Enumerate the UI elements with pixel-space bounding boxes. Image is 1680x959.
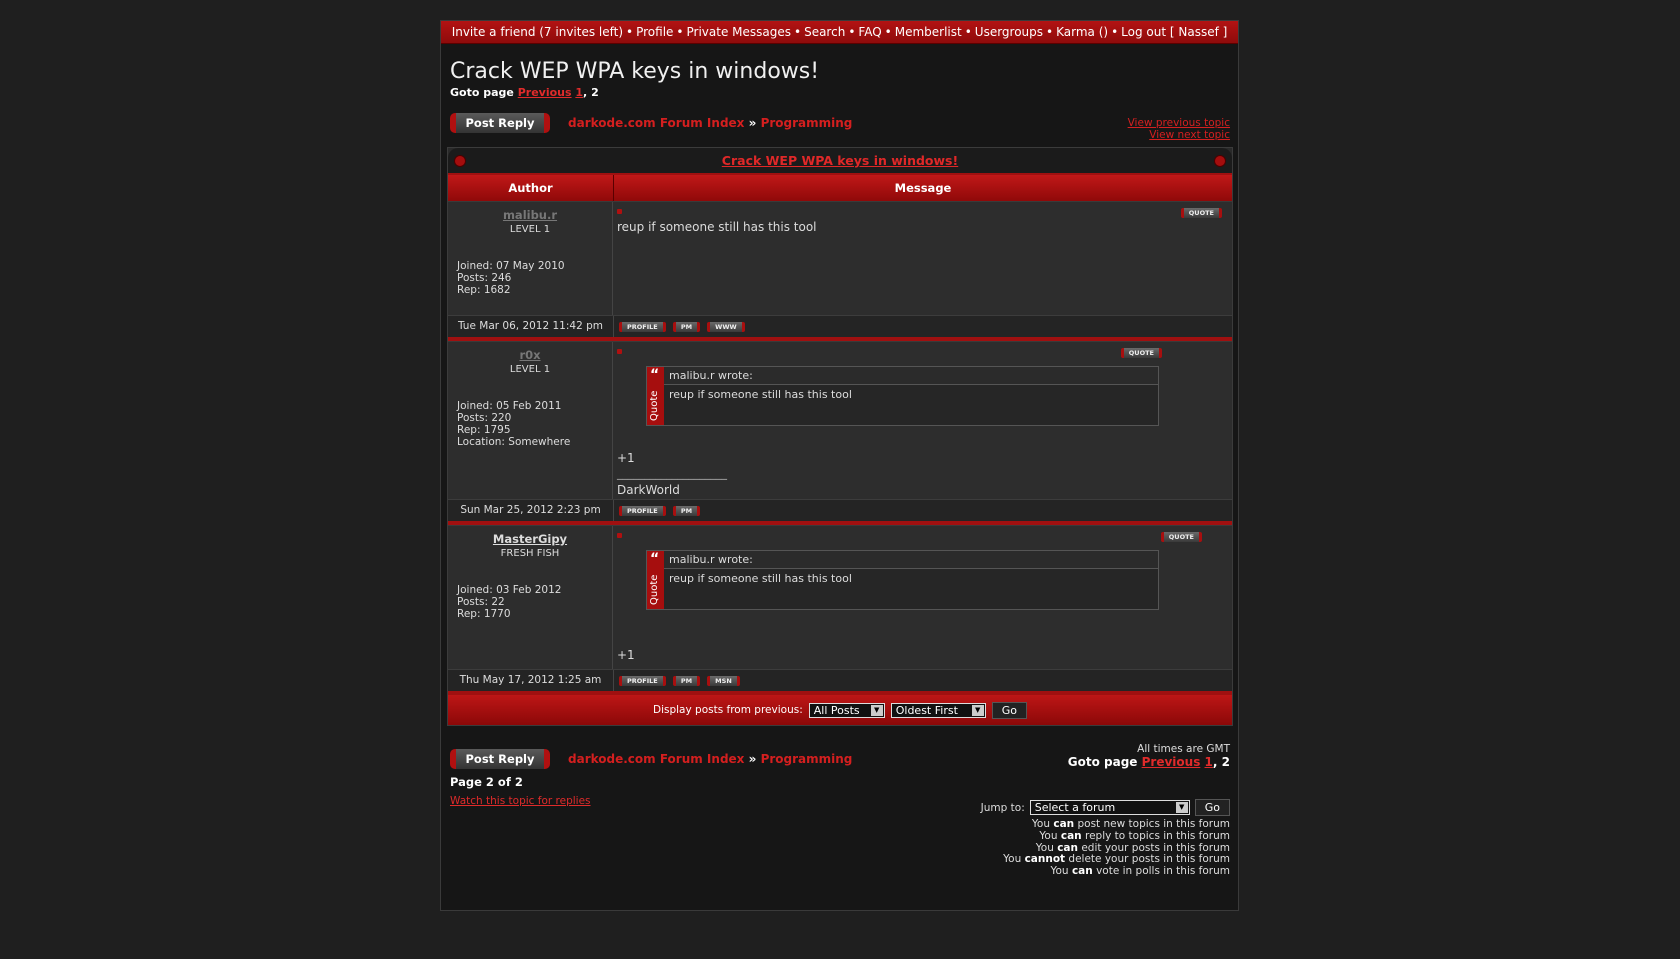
top-nav-bar: Invite a friend (7 invites left) • Profile • Private Messages • Search • FAQ • Memberlist • Usergroups • Karma () • Log out [ Nassef ] <box>441 21 1238 44</box>
author-info <box>457 584 561 620</box>
post-message-cell <box>613 526 1232 669</box>
quote-label: Quote <box>649 390 660 421</box>
profile-button[interactable]: PROFILE <box>619 506 666 516</box>
goto-current-page: 2 <box>1221 755 1230 769</box>
jump-to-value: Select a forum <box>1034 801 1116 814</box>
goto-page-bottom <box>1068 755 1230 769</box>
posts-filter-select[interactable] <box>809 703 885 718</box>
permission-pre: You <box>1003 853 1022 866</box>
goto-current-page: 2 <box>591 86 599 99</box>
table-header <box>448 148 1232 175</box>
quote-block <box>646 366 1159 426</box>
post-buttons <box>614 500 702 521</box>
jump-to-label: Jump to: <box>980 801 1025 814</box>
permission-text: reply to topics in this forum <box>1085 829 1230 842</box>
quote-label: Quote <box>649 574 660 605</box>
post-buttons <box>614 670 742 691</box>
post-row <box>448 201 1232 315</box>
quote-block <box>646 550 1159 610</box>
post-footer <box>448 669 1232 695</box>
post-author-cell <box>448 526 613 669</box>
posts-order-select[interactable] <box>891 703 986 718</box>
chevron-down-icon: ▼ <box>972 705 984 716</box>
profile-button[interactable]: PROFILE <box>619 322 666 332</box>
permission-line <box>1003 866 1230 878</box>
post-row <box>448 341 1232 499</box>
post-body: +1 <box>617 648 635 662</box>
quote-header: malibu.r wrote: <box>664 367 1158 385</box>
posts-table <box>447 147 1233 726</box>
jump-to-select[interactable] <box>1030 800 1190 815</box>
goto-previous-link[interactable]: Previous <box>1141 755 1201 769</box>
nav-private-messages-link[interactable]: Private Messages <box>686 25 791 39</box>
quote-body: reup if someone still has this tool <box>669 388 852 401</box>
nav-usergroups-link[interactable]: Usergroups <box>974 25 1044 39</box>
quote-side-bar <box>647 551 664 609</box>
nav-faq-link[interactable]: FAQ <box>858 25 882 39</box>
permission-text: vote in polls in this forum <box>1096 865 1230 878</box>
breadcrumb-bottom <box>568 752 852 766</box>
author-joined: Joined: 07 May 2010 <box>457 260 565 272</box>
chevron-down-icon: ▼ <box>871 705 883 716</box>
pm-button[interactable]: PM <box>673 506 700 516</box>
display-posts-label: Display posts from previous: <box>653 704 803 716</box>
breadcrumb-forum-index[interactable]: darkode.com Forum Index <box>568 752 745 766</box>
timezone-note: All times are GMT <box>1137 743 1230 755</box>
action-bar-bottom <box>450 749 852 769</box>
display-posts-bar <box>448 695 1232 725</box>
nav-invite-link[interactable]: Invite a friend (7 invites left) <box>451 25 624 39</box>
post-date: Tue Mar 06, 2012 11:42 pm <box>448 316 614 337</box>
author-name-link[interactable]: malibu.r <box>502 208 558 222</box>
action-bar-top <box>450 113 852 133</box>
posts-filter-value: All Posts <box>813 703 860 717</box>
author-rep: Rep: 1682 <box>457 284 511 296</box>
nav-profile-link[interactable]: Profile <box>636 25 674 39</box>
author-posts: Posts: 22 <box>457 596 505 608</box>
breadcrumb <box>568 116 852 130</box>
display-go-button[interactable]: Go <box>992 702 1027 719</box>
nav-karma-link[interactable]: Karma () <box>1056 25 1109 39</box>
post-message-cell <box>613 342 1232 499</box>
page-count: Page 2 of 2 <box>450 775 523 789</box>
post-reply-button-bottom[interactable]: Post Reply <box>450 749 550 769</box>
pm-button[interactable]: PM <box>673 676 700 686</box>
signature-divider: ____________________ <box>617 467 727 480</box>
goto-separator: , <box>583 86 588 99</box>
goto-page-top <box>450 86 599 99</box>
view-previous-topic-link[interactable]: View previous topic <box>1127 117 1230 129</box>
author-name-link[interactable]: r0x <box>519 348 541 362</box>
goto-page-1-link[interactable]: 1 <box>1204 755 1213 769</box>
breadcrumb-arrow: » <box>748 116 757 130</box>
column-author: Author <box>448 175 614 201</box>
pm-button[interactable]: PM <box>673 322 700 332</box>
permission-pre: You <box>1031 818 1051 830</box>
author-rep: Rep: 1795 <box>457 424 511 436</box>
author-rank: LEVEL 1 <box>509 364 551 375</box>
goto-label: Goto page <box>450 86 514 99</box>
author-posts: Posts: 246 <box>457 272 512 284</box>
view-next-topic-link[interactable]: View next topic <box>1149 129 1230 141</box>
goto-label: Goto page <box>1067 755 1138 769</box>
post-author-cell <box>448 342 613 499</box>
breadcrumb-programming[interactable]: Programming <box>760 752 853 766</box>
permission-pre: You <box>1035 841 1054 854</box>
header-dot-right <box>1214 155 1226 167</box>
permission-verb: cannot <box>1024 853 1066 866</box>
permission-text: edit your posts in this forum <box>1081 841 1230 854</box>
post-footer <box>448 315 1232 341</box>
bottom-right-info <box>1068 743 1230 769</box>
permission-verb: can <box>1060 829 1082 842</box>
author-name-link[interactable]: MasterGipy <box>492 532 568 546</box>
post-date: Sun Mar 25, 2012 2:23 pm <box>448 500 614 521</box>
permission-pre: You <box>1050 865 1069 878</box>
permission-text: delete your posts in this forum <box>1068 853 1230 866</box>
post-date: Thu May 17, 2012 1:25 am <box>448 670 614 691</box>
post-marker-icon <box>617 209 622 214</box>
post-reply-button[interactable]: Post Reply <box>450 113 550 133</box>
permission-text: post new topics in this forum <box>1077 818 1230 830</box>
column-headers <box>448 175 1232 201</box>
msn-button[interactable]: MSN <box>707 676 740 686</box>
goto-page-1-link[interactable]: 1 <box>575 86 584 99</box>
quote-body: reup if someone still has this tool <box>669 572 852 585</box>
permission-verb: can <box>1053 818 1075 830</box>
breadcrumb-forum-index[interactable]: darkode.com Forum Index <box>568 116 745 130</box>
quote-mark-icon: “ <box>650 367 660 383</box>
nav-search-link[interactable]: Search <box>804 25 846 39</box>
breadcrumb-arrow: » <box>748 752 757 766</box>
author-rep: Rep: 1770 <box>457 608 511 620</box>
quote-side-bar <box>647 367 664 425</box>
www-button[interactable]: WWW <box>707 322 745 332</box>
permissions-list <box>1003 819 1230 878</box>
author-info <box>457 400 570 448</box>
quote-mark-icon: “ <box>650 551 660 567</box>
post-footer <box>448 499 1232 525</box>
table-topic-title-link[interactable]: Crack WEP WPA keys in windows! <box>721 153 959 168</box>
author-rank: LEVEL 1 <box>509 224 551 235</box>
author-rank: FRESH FISH <box>500 548 560 559</box>
post-message-cell <box>613 202 1232 315</box>
post-buttons <box>614 316 747 337</box>
post-author-cell <box>448 202 613 315</box>
goto-separator: , <box>1212 755 1218 769</box>
quote-button[interactable]: QUOTE <box>1121 348 1162 358</box>
permission-verb: can <box>1057 841 1078 854</box>
jump-to-bar <box>981 799 1230 816</box>
permission-pre: You <box>1039 829 1058 842</box>
author-posts: Posts: 220 <box>457 412 512 424</box>
author-info <box>457 260 565 296</box>
topic-nav-links <box>1128 117 1230 141</box>
post-marker-icon <box>617 349 622 354</box>
post-row <box>448 525 1232 669</box>
quote-button[interactable]: QUOTE <box>1181 208 1222 218</box>
nav-logout-link[interactable]: Log out [ Nassef ] <box>1121 25 1228 39</box>
nav-memberlist-link[interactable]: Memberlist <box>894 25 962 39</box>
chevron-down-icon: ▼ <box>1176 802 1188 813</box>
post-body: reup if someone still has this tool <box>617 220 817 234</box>
breadcrumb-programming[interactable]: Programming <box>760 116 853 130</box>
page-title: Crack WEP WPA keys in windows! <box>450 59 820 84</box>
quote-header: malibu.r wrote: <box>664 551 1158 569</box>
header-dot-left <box>454 155 466 167</box>
quote-button[interactable]: QUOTE <box>1161 532 1202 542</box>
permission-verb: can <box>1071 865 1093 878</box>
posts-order-value: Oldest First <box>895 703 958 717</box>
author-joined: Joined: 03 Feb 2012 <box>457 584 562 596</box>
goto-previous-link[interactable]: Previous <box>517 86 572 99</box>
watch-topic-link[interactable]: Watch this topic for replies <box>450 795 591 807</box>
forum-page <box>440 20 1239 911</box>
column-message: Message <box>894 181 952 195</box>
signature: DarkWorld <box>617 483 680 497</box>
author-joined: Joined: 05 Feb 2011 <box>457 400 562 412</box>
jump-go-button[interactable]: Go <box>1195 799 1230 816</box>
author-location: Location: Somewhere <box>457 436 571 448</box>
post-body: +1 <box>617 451 635 465</box>
post-marker-icon <box>617 533 622 538</box>
profile-button[interactable]: PROFILE <box>619 676 666 686</box>
